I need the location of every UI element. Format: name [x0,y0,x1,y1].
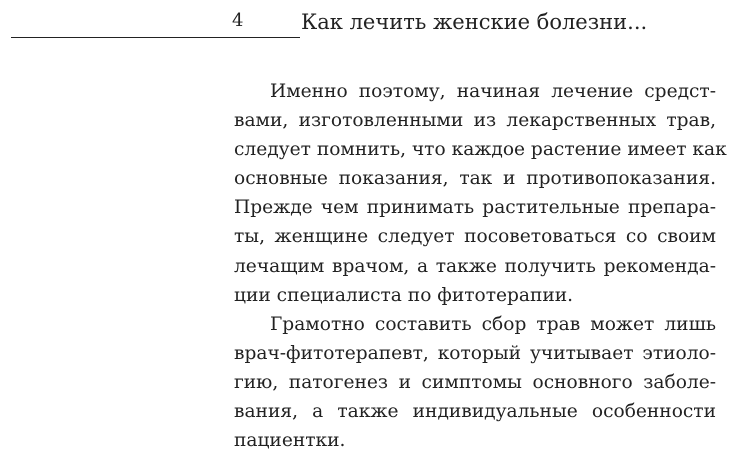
page-header [0,0,732,60]
paragraph-2 [234,310,716,455]
body-text [234,77,727,455]
text-line: вами, изготовленными из лекарственных трав, [234,110,716,132]
text-line: Грамотно составить сбор трав может лишь [270,313,716,335]
text-line: врач-фитотерапевт, который учитывает этиоло- [234,342,716,364]
header-rule [11,37,300,38]
text-line: Прежде чем принимать растительные препара- [234,197,716,219]
text-line: гию, патогенез и симптомы основного заболе- [234,371,716,393]
text-line: основные показания, так и противопоказания. [234,168,716,190]
text-line: следует помнить, что каждое растение имеет как [234,139,727,161]
paragraph-1 [234,77,727,310]
text-line: вания, а также индивидуальные особенности [234,401,716,423]
text-line: лечащим врачом, а также получить рекоменда- [234,255,716,277]
text-line: ты, женщине следует посоветоваться со своим [234,226,716,248]
text-line: Именно поэтому, начиная лечение средст- [270,81,716,102]
text-line: ции специалиста по фитотерапии. [234,284,574,306]
page-number: 4 [232,10,244,31]
running-title: Как лечить женские болезни... [301,10,648,34]
text-line: пациентки. [234,430,346,452]
